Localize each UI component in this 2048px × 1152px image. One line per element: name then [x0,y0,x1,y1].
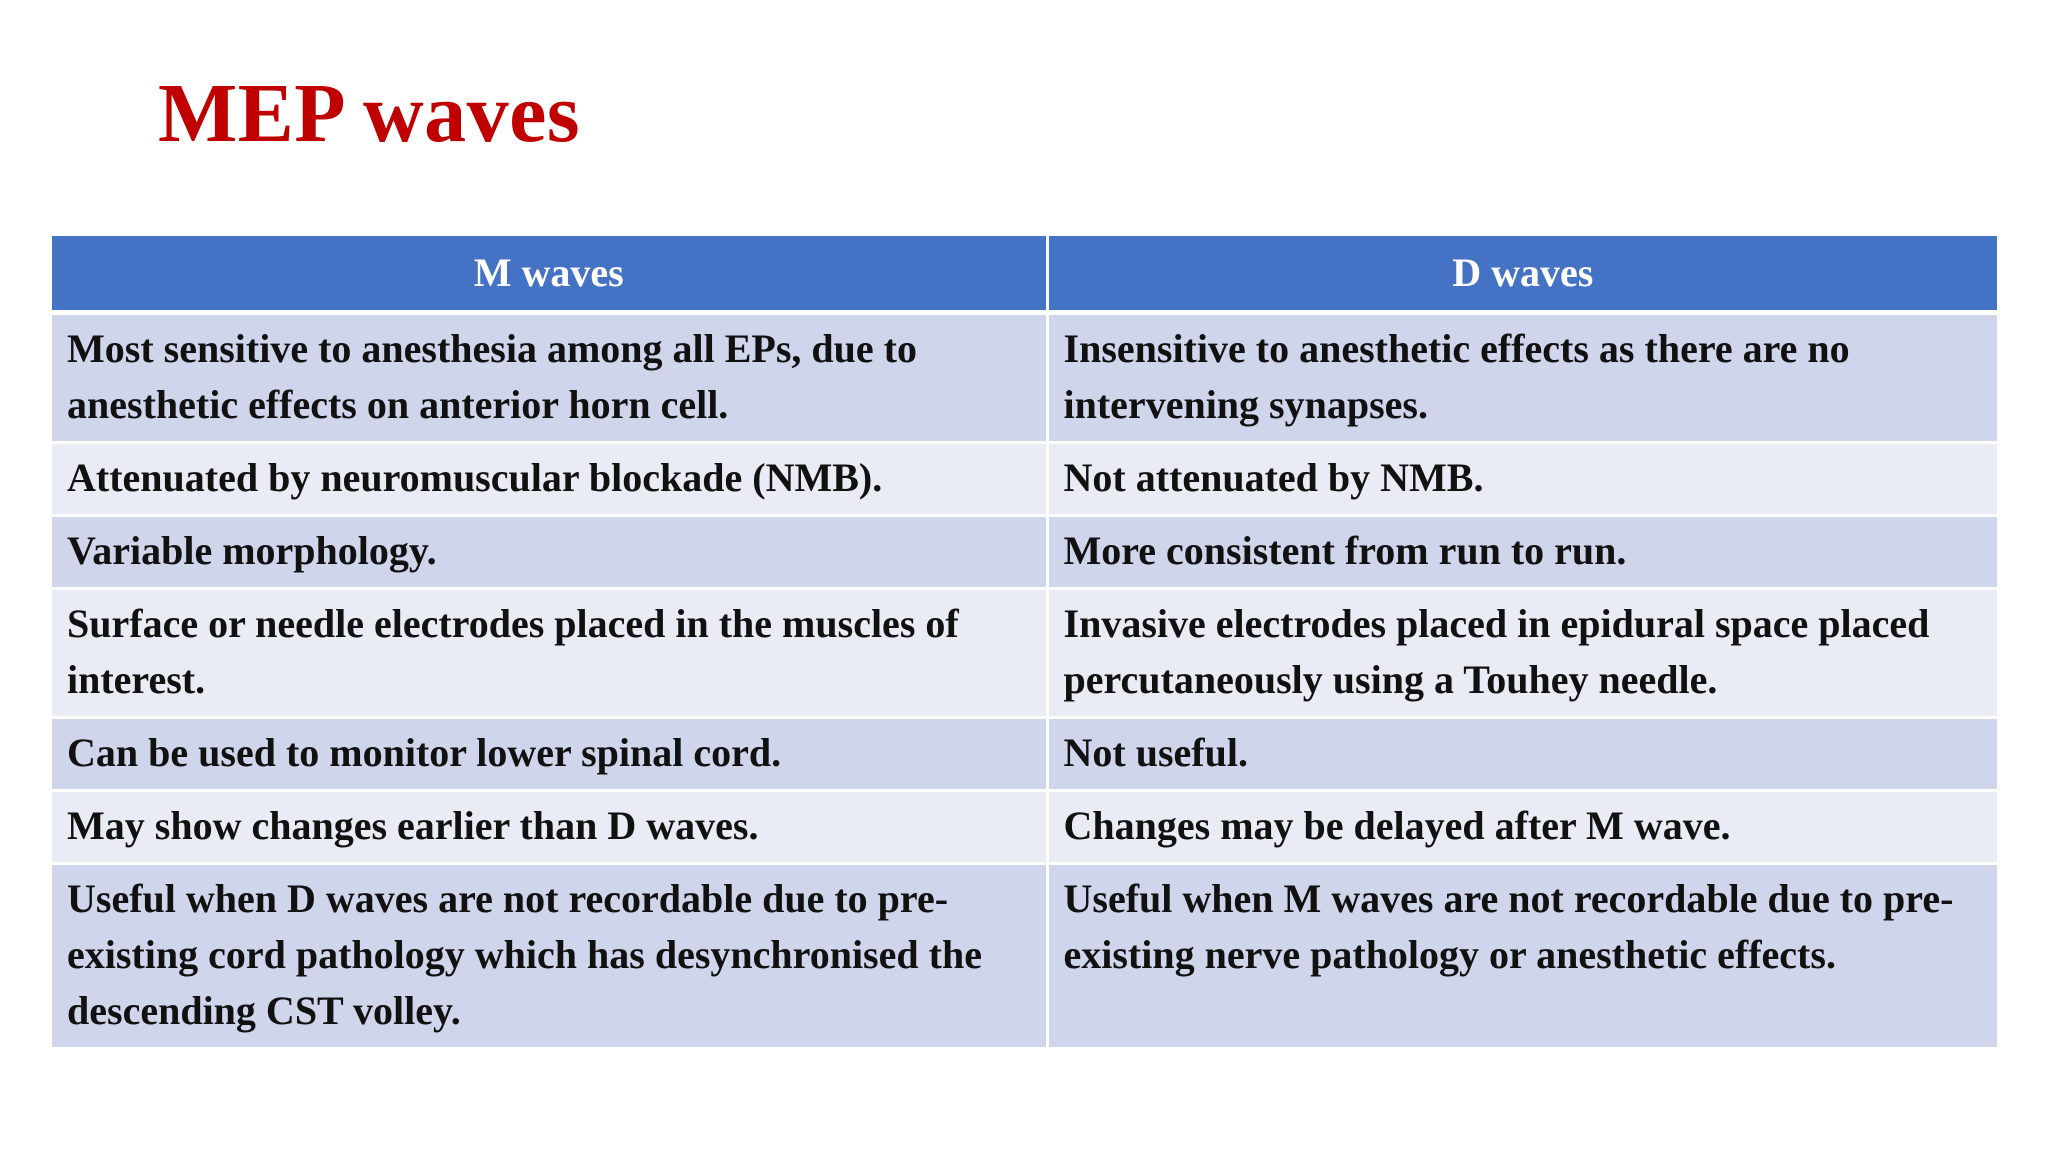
cell-d-waves: Not useful. [1047,718,1997,791]
cell-d-waves: Not attenuated by NMB. [1047,443,1997,516]
comparison-table-container [52,236,1997,1050]
cell-d-waves: Invasive electrodes placed in epidural space placed percutaneously using a Touhey needle. [1047,589,1997,718]
table-header-row [52,236,1997,313]
slide-title: MEP waves [158,67,581,160]
cell-d-waves: Useful when M waves are not recordable due to pre-existing nerve pathology or anesthetic effects. [1047,864,1997,1049]
cell-m-waves: Most sensitive to anesthesia among all EPs, due to anesthetic effects on anterior horn cell. [52,313,1047,443]
header-m-waves: M waves [52,236,1047,313]
cell-d-waves: More consistent from run to run. [1047,516,1997,589]
table-row [52,718,1997,791]
cell-m-waves: Useful when D waves are not recordable due to pre-existing cord pathology which has desynchronised the descending CST volley. [52,864,1047,1049]
cell-m-waves: May show changes earlier than D waves. [52,791,1047,864]
table-row [52,516,1997,589]
table-row [52,864,1997,1049]
cell-m-waves: Surface or needle electrodes placed in the muscles of interest. [52,589,1047,718]
cell-m-waves: Variable morphology. [52,516,1047,589]
cell-m-waves: Can be used to monitor lower spinal cord. [52,718,1047,791]
cell-d-waves: Insensitive to anesthetic effects as there are no intervening synapses. [1047,313,1997,443]
header-d-waves: D waves [1047,236,1997,313]
cell-m-waves: Attenuated by neuromuscular blockade (NMB). [52,443,1047,516]
table-row [52,791,1997,864]
table-row [52,313,1997,443]
comparison-table [52,236,1997,1050]
cell-d-waves: Changes may be delayed after M wave. [1047,791,1997,864]
table-row [52,589,1997,718]
table-row [52,443,1997,516]
